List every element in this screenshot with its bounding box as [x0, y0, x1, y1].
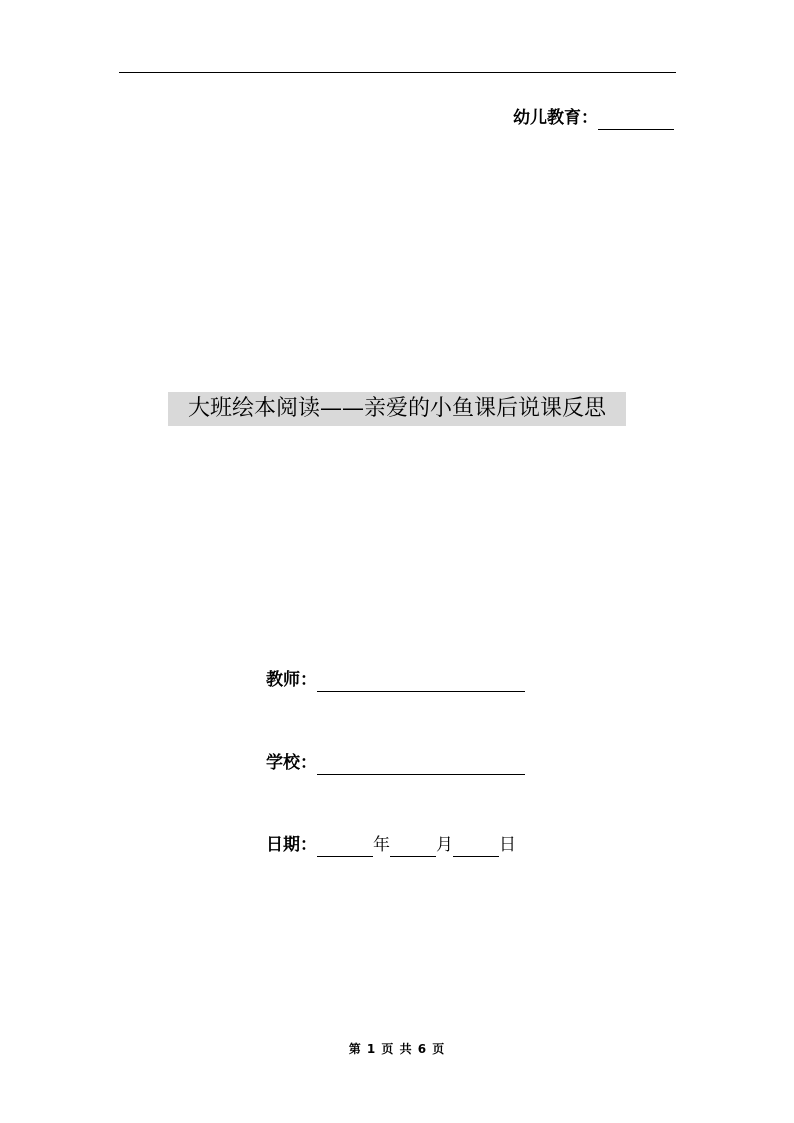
page-number: 第 1 页 共 6 页 [348, 1042, 446, 1056]
school-field [266, 751, 525, 775]
category-label: 幼儿教育： [513, 108, 598, 128]
day-unit: 日 [499, 835, 516, 855]
header-rule [119, 72, 676, 73]
category-blank[interactable] [598, 111, 674, 130]
date-label: 日期： [266, 835, 317, 855]
teacher-field [266, 668, 525, 692]
school-blank[interactable] [317, 756, 525, 775]
month-blank[interactable] [390, 838, 436, 857]
year-blank[interactable] [317, 838, 373, 857]
school-label: 学校： [266, 753, 317, 773]
document-title: 大班绘本阅读——亲爱的小鱼课后说课反思 [168, 392, 626, 426]
date-field [266, 833, 516, 857]
teacher-label: 教师： [266, 670, 317, 690]
year-unit: 年 [373, 835, 390, 855]
day-blank[interactable] [453, 838, 499, 857]
teacher-blank[interactable] [317, 673, 525, 692]
category-line [513, 106, 674, 130]
month-unit: 月 [436, 835, 453, 855]
